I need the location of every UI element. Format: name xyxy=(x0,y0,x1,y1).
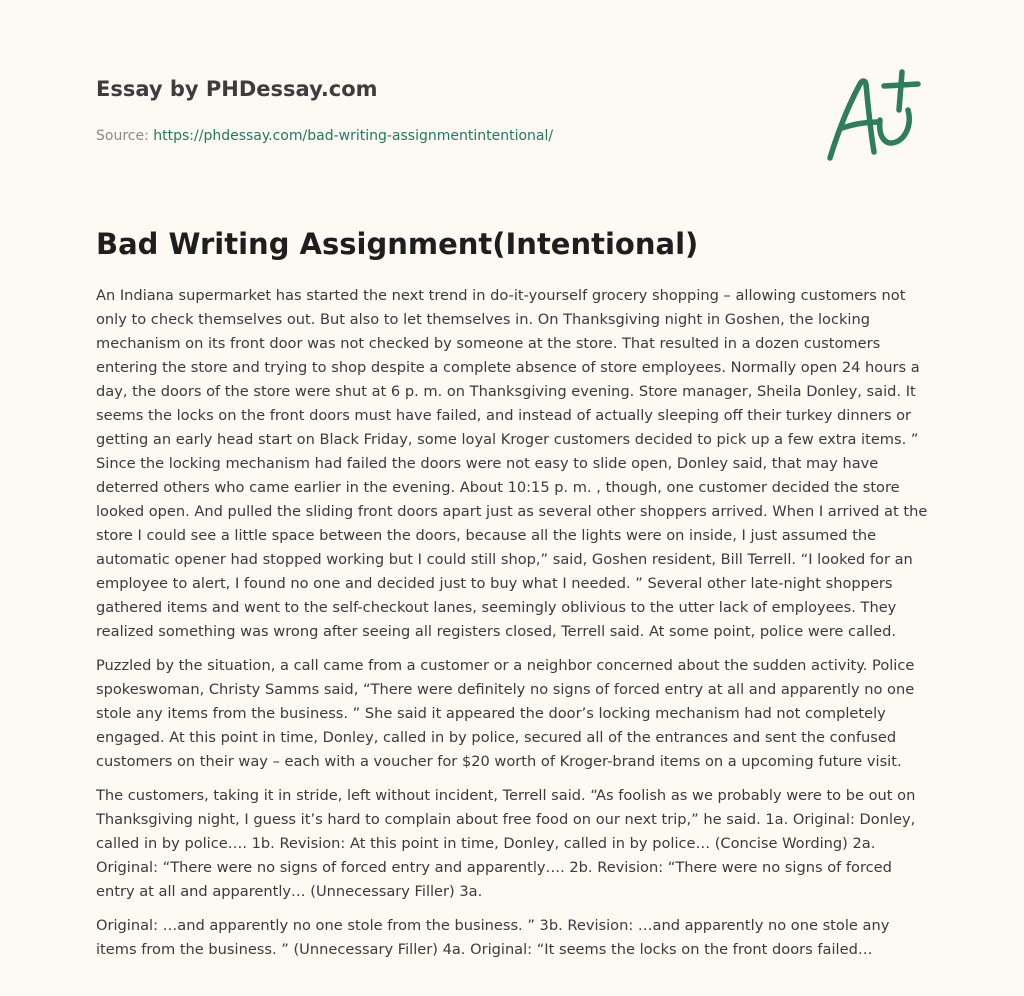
source-line xyxy=(96,126,796,146)
article-body xyxy=(96,284,930,972)
paragraph-4: Original: …and apparently no one stole from the business. ” 3b. Revision: …and apparently no one stole any items from the business. ” (Unnecessary Filler) 4a. Original: “It seems the locks on the front doors failed… xyxy=(96,917,890,958)
a-plus-grade-icon xyxy=(822,66,932,166)
paragraph-2: Puzzled by the situation, a call came from a customer or a neighbor concerned about the sudden activity. Police spokeswoman, Christy Samms said, “There were definitely no signs of forced entry at all and apparently no one stole any items from the business. ” She said it appeared the door’s locking mechanism had not completely engaged. At this point in time, Donley, called in by police, secured all of the entrances and sent the confused customers on their way – each with a voucher for $20 worth of Kroger-brand items on a upcoming future visit. xyxy=(96,657,915,770)
source-link[interactable]: https://phdessay.com/bad-writing-assignmentintentional/ xyxy=(153,128,554,144)
site-title: Essay by PHDessay.com xyxy=(96,77,378,101)
paragraph-1: An Indiana supermarket has started the next trend in do-it-yourself grocery shopping – allowing customers not only to check themselves out. But also to let themselves in. On Thanksgiving night in Goshen, the locking mechanism on its front door was not checked by someone at the store. That resulted in a dozen customers entering the store and trying to shop despite a complete absence of store employees. Normally open 24 hours a day, the doors of the store were shut at 6 p. m. on Thanksgiving evening. Store manager, Sheila Donley, said. It seems the locks on the front doors must have failed, and instead of actually sleeping off their turkey dinners or getting an early head start on Black Friday, some loyal Kroger customers decided to pick up a few extra items. ” Since the locking mechanism had failed the doors were not easy to slide open, Donley said, that may have deterred others who came earlier in the evening. About 10:15 p. m. , though, one customer decided the store looked open. And pulled the sliding front doors apart just as several other shoppers arrived. When I arrived at the store I could see a little space between the doors, because all the lights were on inside, I just assumed the automatic opener had stopped working but I could still shop,” said, Goshen resident, Bill Terrell. “I looked for an employee to alert, I found no one and decided just to buy what I needed. ” Several other late-night shoppers gathered items and went to the self-checkout lanes, seemingly oblivious to the utter lack of employees. They realized something was wrong after seeing all registers closed, Terrell said. At some point, police were called. xyxy=(96,287,928,640)
page-header xyxy=(96,74,796,146)
paragraph-3: The customers, taking it in stride, left without incident, Terrell said. “As foolish as we probably were to be out on Thanksgiving night, I guess it’s hard to complain about free food on our next trip,” he said. 1a. Original: Donley, called in by police…. 1b. Revision: At this point in time, Donley, called in by police… (Concise Wording) 2a. Original: “There were no signs of forced entry and apparently…. 2b. Revision: “There were no signs of forced entry at all and apparently… (Unnecessary Filler) 3a. xyxy=(96,787,916,900)
article-title: Bad Writing Assignment(Intentional) xyxy=(96,227,699,261)
source-label: Source: xyxy=(96,128,149,144)
